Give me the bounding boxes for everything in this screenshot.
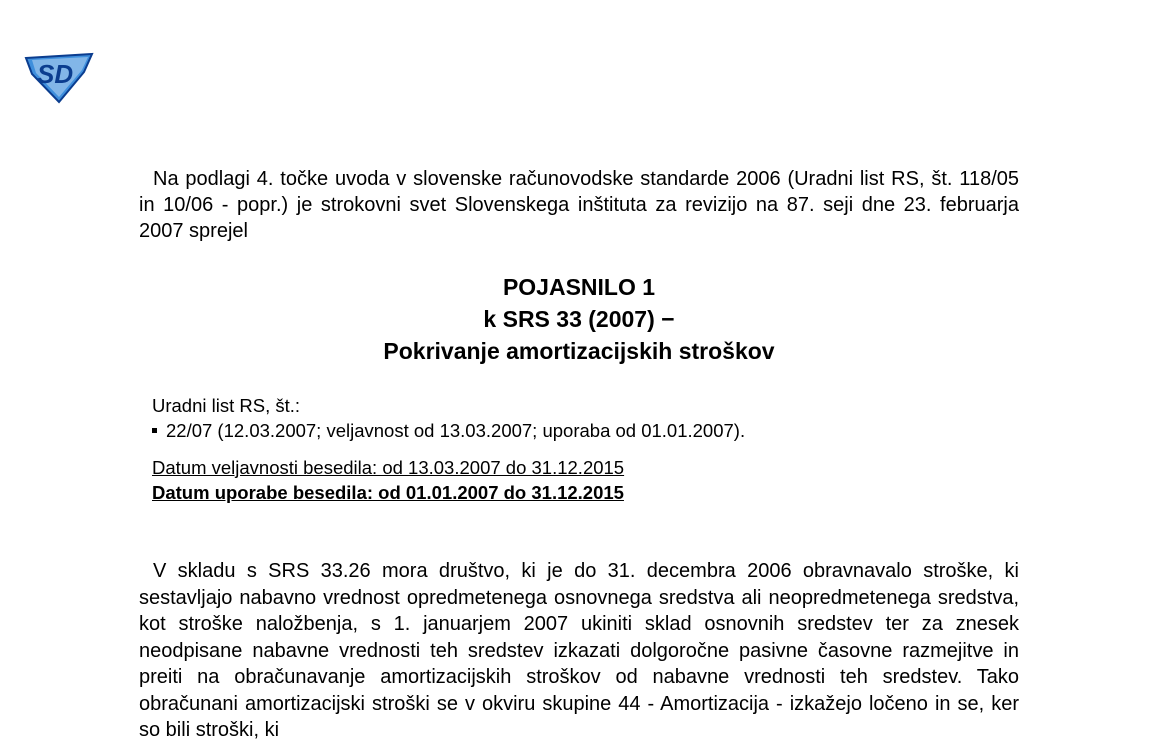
gazette-list-item [152, 418, 745, 443]
application-date: Datum uporabe besedila: od 01.01.2007 do 31.12.2015 [152, 482, 624, 503]
gazette-label: Uradni list RS, št.: [152, 395, 301, 416]
body-text: V skladu s SRS 33.26 mora društvo, ki je do 31. decembra 2006 obravnavalo stroške, ki sestavljajo nabavno vrednost opredmetenega osnovnega sredstva ali neopredmetenega sredstva, kot stroške naložbenja, s 1. januarjem 2007 ukiniti sklad osnovnih sredstev ter za znesek neodpisane nabavne vrednosti teh sredstev izkazati dolgoročne pasivne časovne razmejitve in preiti na obračunavanje amortizacijskih stroškov od nabavne vrednosti teh sredstev. Tako obračunani amortizacijski stroški se v okviru skupine 44 - Amortizacija - izkažejo ločeno in se, ker so bili stroški, ki [139, 560, 1019, 741]
svg-text:SD: SD [37, 59, 74, 89]
title-line-2: k SRS 33 (2007) − [483, 306, 675, 332]
document-title [139, 271, 1019, 367]
dates-block [152, 455, 624, 505]
sd-logo-icon [22, 50, 96, 104]
body-paragraph [139, 558, 1019, 744]
intro-text: Na podlagi 4. točke uvoda v slovenske računovodske standarde 2006 (Uradni list RS, št. 118/05 in 10/06 - popr.) je strokovni svet Slovenskega inštituta za revizijo na 87. seji dne 23. februarja 2007 sprejel [139, 168, 1019, 242]
intro-paragraph [139, 166, 1019, 244]
validity-date: Datum veljavnosti besedila: od 13.03.2007 do 31.12.2015 [152, 457, 625, 478]
title-line-1: POJASNILO 1 [502, 274, 656, 300]
square-bullet-icon [152, 428, 157, 433]
gazette-block [152, 393, 745, 443]
gazette-item-text: 22/07 (12.03.2007; veljavnost od 13.03.2007; uporaba od 01.01.2007). [166, 420, 746, 441]
title-line-3: Pokrivanje amortizacijskih stroškov [383, 338, 775, 364]
